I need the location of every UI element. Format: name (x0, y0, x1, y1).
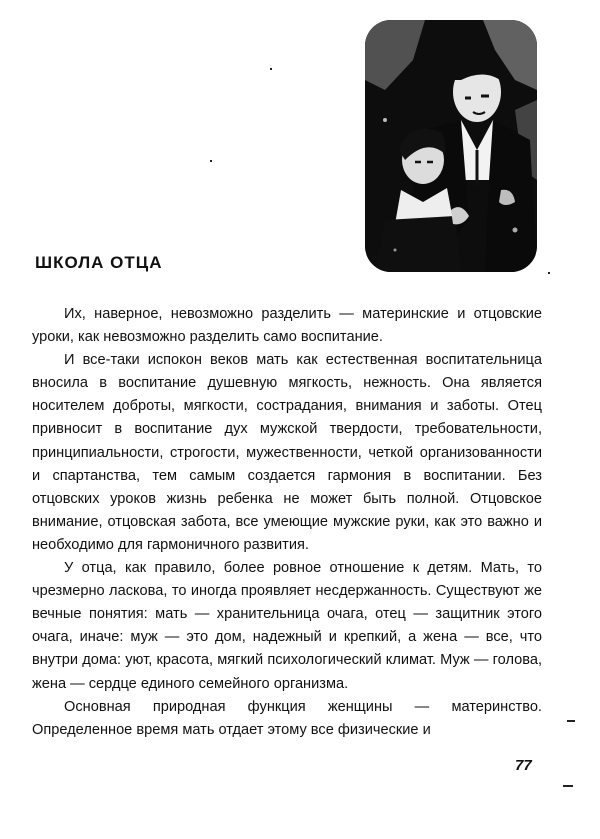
paragraph: Основная природная функция женщины — материнство. Определенное время мать отдает этому все физические и (32, 698, 542, 738)
scan-speck (210, 160, 212, 162)
scan-speck (563, 785, 573, 787)
page-number: 77 (515, 757, 532, 774)
paragraph: У отца, как правило, более ровное отношение к детям. Мать, то чрезмерно ласкова, то иногда проявляет несдержанность. Существуют же вечные понятия: мать — хранительница очага, отец — защитник этого очага, иначе: муж — это дом, надежный и крепкий, а жена — все, что внутри дома: уют, красота, мягкий психологический климат. Муж — голова, жена — сердце единого семейного организма. (32, 560, 542, 692)
scan-speck (270, 68, 272, 70)
scan-speck (567, 720, 575, 722)
paragraph: Их, наверное, невозможно разделить — материнские и отцовские уроки, как невозможно разделить само воспитание. (32, 306, 542, 346)
paragraph: И все-таки испокон веков мать как естественная воспитательница вносила в воспитание душевную мягкость, нежность. Она является носителем доброты, мягкости, сострадания, внимания и заботы. Отец привносит в воспитание дух мужской твердости, требовательности, принципиальности, строгости, мужественности, четкой организованности и спартанства, тем самым создается гармония в воспитании. Без отцовских уроков жизнь ребенка не может быть полной. Отцовское внимание, отцовская забота, все умеющие мужские руки, как это важно и необходимо для гармоничного развития. (32, 352, 542, 553)
scan-speck (548, 272, 550, 274)
page-title: ШКОЛА ОТЦА (35, 253, 163, 272)
article-body (32, 303, 542, 742)
photo-image (365, 20, 537, 272)
photo-father-and-child (365, 20, 537, 272)
